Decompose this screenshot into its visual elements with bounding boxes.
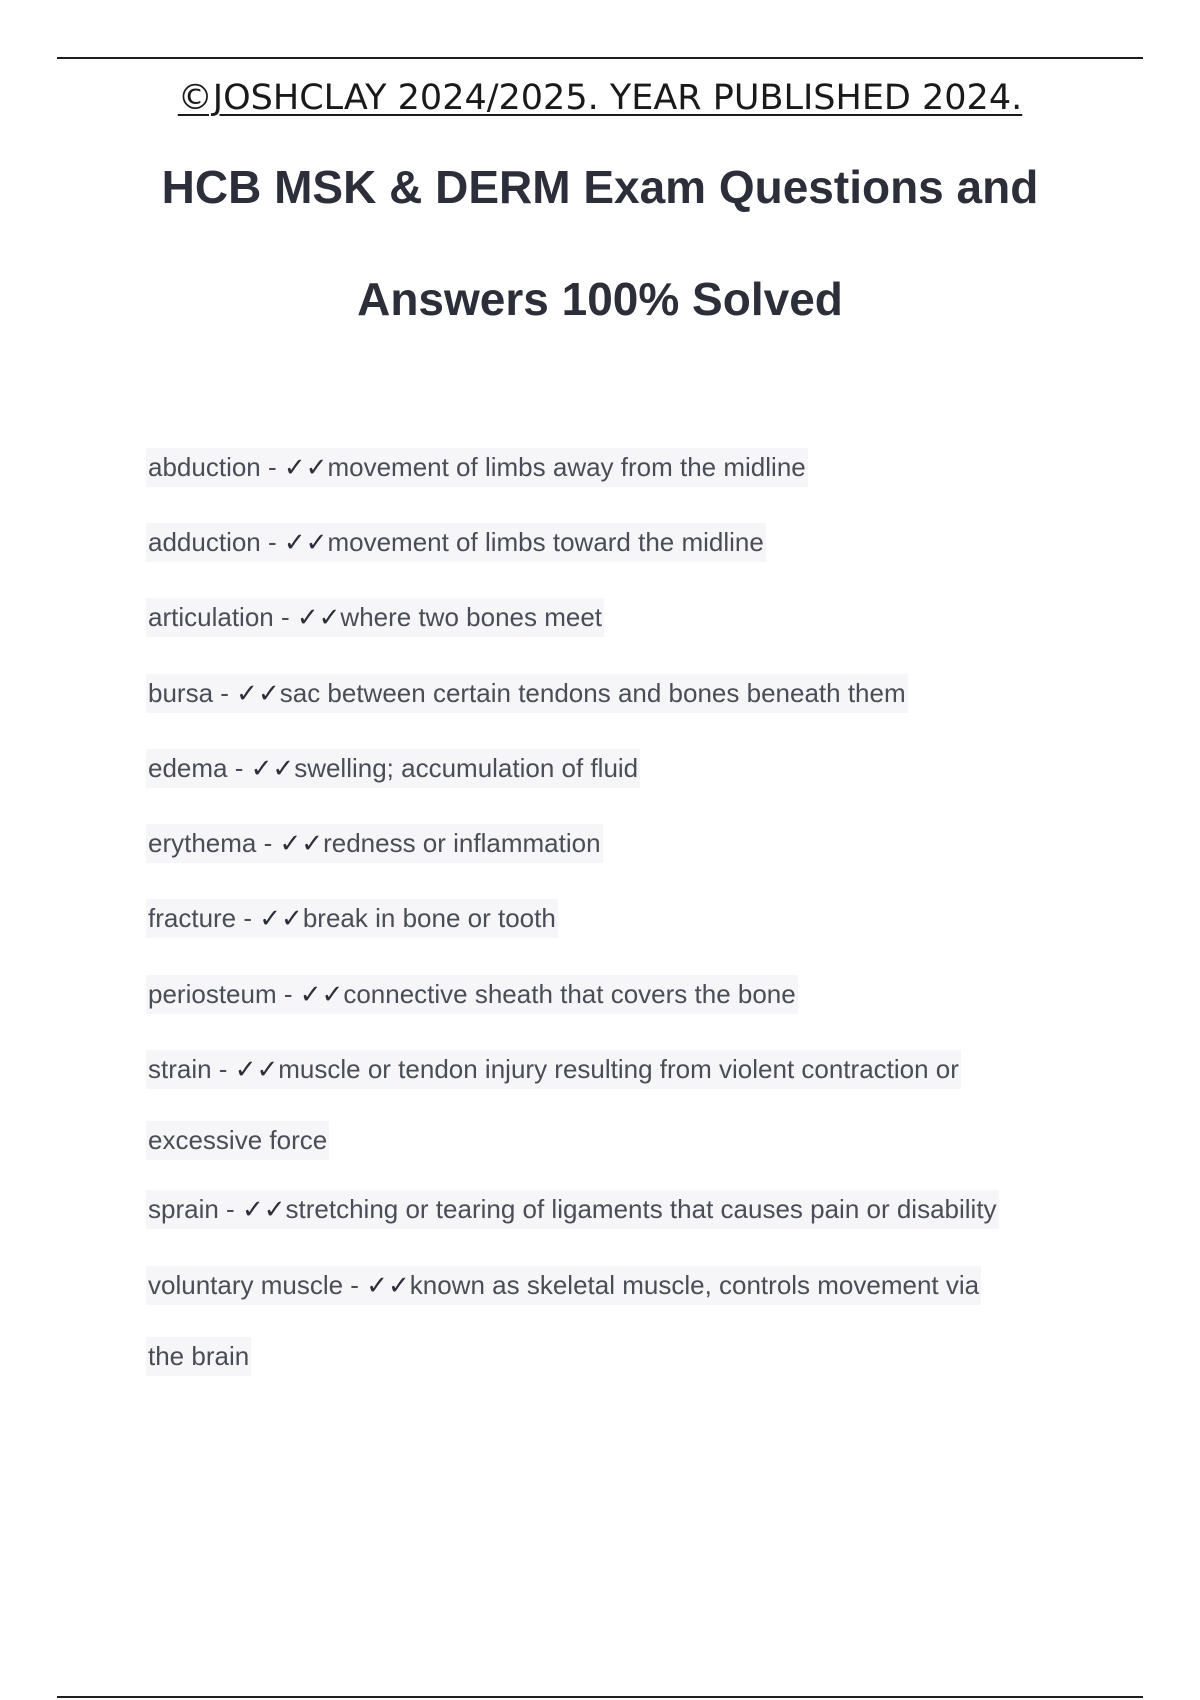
double-check-icon: ✓✓ [366, 1270, 410, 1300]
double-check-icon: ✓✓ [299, 979, 344, 1009]
qa-entry-adduction [146, 523, 766, 562]
separator: - [227, 753, 251, 783]
qa-entry-strain-continuation: excessive force [146, 1121, 329, 1160]
document-title-line-2: Answers 100% Solved [357, 273, 843, 325]
definition: break in bone or tooth [302, 903, 556, 933]
separator: - [273, 602, 297, 632]
separator: - [276, 979, 300, 1009]
term: articulation [148, 602, 274, 632]
copyright-text: ©JOSHCLAY 2024/2025. YEAR PUBLISHED 2024. [177, 78, 1023, 118]
double-check-icon: ✓✓ [283, 452, 328, 482]
definition: redness or inflammation [323, 828, 601, 858]
term: erythema [148, 828, 257, 858]
separator: - [343, 1270, 367, 1300]
definition: sac between certain tendons and bones beneath them [279, 678, 906, 708]
double-check-icon: ✓✓ [296, 602, 341, 632]
qa-entry-bursa [146, 674, 908, 713]
term: voluntary muscle [148, 1270, 344, 1300]
separator: - [213, 678, 237, 708]
double-check-icon: ✓✓ [279, 828, 324, 858]
double-check-icon: ✓✓ [250, 753, 295, 783]
term: periosteum [148, 979, 277, 1009]
qa-entry-voluntary-muscle [146, 1266, 981, 1305]
double-check-icon: ✓✓ [241, 1194, 286, 1224]
definition: where two bones meet [340, 602, 603, 632]
bottom-rule [57, 1696, 1143, 1698]
separator: - [218, 1194, 242, 1224]
qa-entry-strain [146, 1050, 961, 1089]
double-check-icon: ✓✓ [259, 903, 303, 933]
term: adduction [148, 527, 261, 557]
qa-entry-articulation [146, 598, 604, 637]
separator: - [256, 828, 280, 858]
term: edema [148, 753, 228, 783]
definition: stretching or tearing of ligaments that causes pain or disability [285, 1194, 997, 1224]
definition: movement of limbs toward the midline [327, 527, 764, 557]
definition: swelling; accumulation of fluid [294, 753, 639, 783]
qa-entry-erythema [146, 824, 603, 863]
qa-entry-voluntary-muscle-continuation: the brain [146, 1337, 251, 1376]
term: bursa [148, 678, 214, 708]
definition: muscle or tendon injury resulting from violent contraction or [278, 1054, 959, 1084]
definition: connective sheath that covers the bone [343, 979, 796, 1009]
qa-entry-periosteum [146, 975, 798, 1014]
copyright-header [0, 78, 1200, 118]
separator: - [236, 903, 260, 933]
separator: - [211, 1054, 235, 1084]
double-check-icon: ✓✓ [283, 527, 328, 557]
qa-entry-sprain [146, 1190, 999, 1229]
double-check-icon: ✓✓ [234, 1054, 279, 1084]
qa-entry-fracture [146, 899, 558, 938]
term: sprain [148, 1194, 219, 1224]
top-rule [57, 57, 1143, 59]
term: fracture [148, 903, 237, 933]
separator: - [260, 452, 284, 482]
term: abduction [148, 452, 261, 482]
definition: known as skeletal muscle, controls movement via [409, 1270, 980, 1300]
definition: movement of limbs away from the midline [327, 452, 806, 482]
term: strain [148, 1054, 212, 1084]
separator: - [260, 527, 284, 557]
document-title-line-1: HCB MSK & DERM Exam Questions and [161, 161, 1039, 213]
double-check-icon: ✓✓ [236, 678, 280, 708]
qa-entry-edema [146, 749, 640, 788]
qa-entry-abduction [146, 448, 808, 487]
